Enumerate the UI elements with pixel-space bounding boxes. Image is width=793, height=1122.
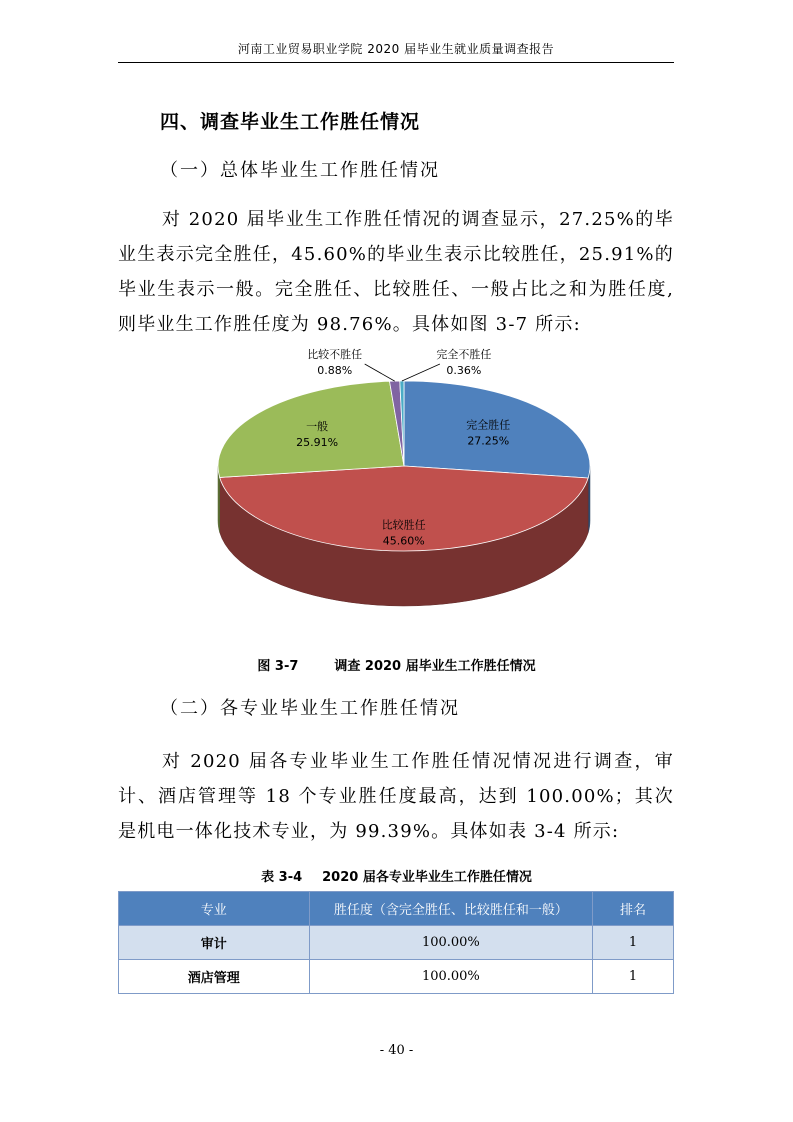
slice-value-0: 27.25% [467, 434, 510, 448]
slice-value-1: 45.60% [382, 534, 425, 548]
slice-label-0: 完全胜任 [466, 418, 511, 432]
subsection-title-1: （一）总体毕业生工作胜任情况 [160, 160, 440, 181]
leader-line-4 [402, 364, 440, 381]
header-rank: 排名 [593, 892, 674, 926]
leader-line-3 [365, 364, 395, 381]
cell-rank: 1 [593, 960, 674, 994]
figure-title: 调查 2020 届毕业生工作胜任情况 [334, 659, 536, 674]
figure-number: 图 3-7 [257, 659, 299, 674]
slice-value-2: 25.91% [296, 436, 339, 449]
slice-label-3: 比较不胜任 [307, 348, 363, 361]
page-number: - 40 - [379, 1043, 414, 1058]
slice-value-4: 0.36% [446, 364, 482, 377]
cell-competence: 100.00% [309, 960, 593, 994]
slice-label-4: 完全不胜任 [436, 348, 492, 361]
table-number: 表 3-4 [261, 870, 303, 885]
slice-label-1: 比较胜任 [381, 518, 426, 532]
cell-rank: 1 [593, 926, 674, 960]
table-caption [0, 866, 793, 885]
table-row [119, 960, 674, 994]
section-title: 四、调查毕业生工作胜任情况 [160, 111, 421, 133]
table-title: 2020 届各专业毕业生工作胜任情况 [322, 870, 532, 885]
header-divider [118, 62, 674, 63]
figure-caption [0, 655, 793, 674]
cell-major: 审计 [119, 926, 310, 960]
cell-major: 酒店管理 [119, 960, 310, 994]
table-header-row [119, 892, 674, 926]
paragraph-2: 对 2020 届各专业毕业生工作胜任情况情况进行调查，审计、酒店管理等 18 个专业胜任度最高，达到 100.00%；其次是机电一体化技术专业，为 99.39%。具体如表 3-4 所示: [118, 751, 674, 842]
slice-value-3: 0.88% [317, 364, 353, 377]
cell-competence: 100.00% [309, 926, 593, 960]
table-row [119, 926, 674, 960]
paragraph-1: 对 2020 届毕业生工作胜任情况的调查显示，27.25%的毕业生表示完全胜任，45.60%的毕业生表示比较胜任，25.91%的毕业生表示一般。完全胜任、比较胜任、一般占比之和为胜任度,则毕业生工作胜任度为 98.76%。具体如图 3-7 所示: [118, 209, 674, 335]
header-major: 专业 [119, 892, 310, 926]
major-competence-table [118, 891, 674, 994]
slice-label-2: 一般 [306, 420, 329, 433]
pie-chart [214, 346, 594, 636]
subsection-title-2: （二）各专业毕业生工作胜任情况 [160, 698, 460, 719]
header-competence: 胜任度（含完全胜任、比较胜任和一般） [309, 892, 593, 926]
page-header: 河南工业贸易职业学院 2020 届毕业生就业质量调查报告 [237, 42, 555, 56]
